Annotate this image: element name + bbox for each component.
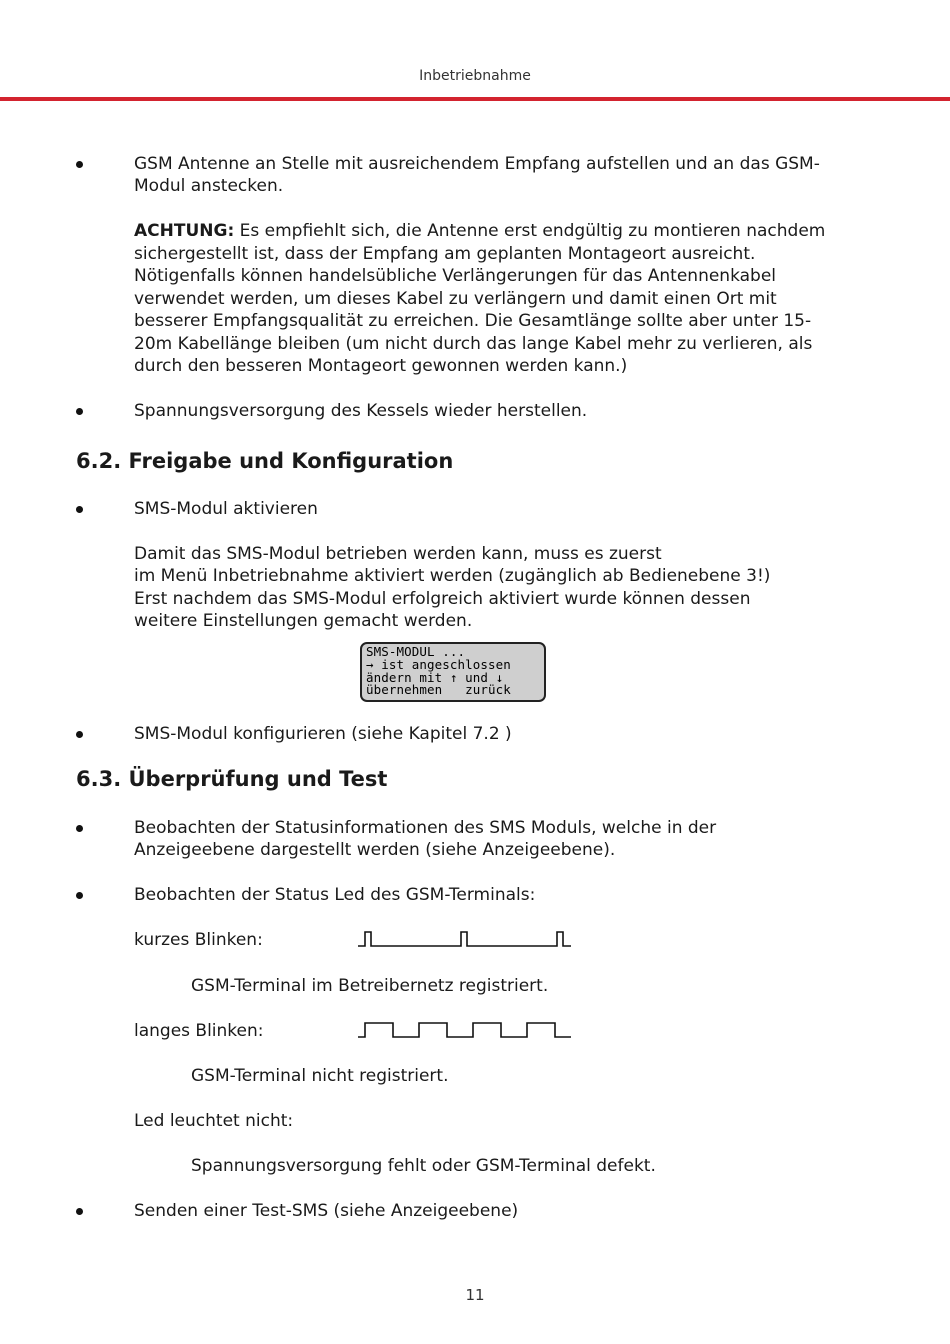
lcd-line: ändern mit ↑ und ↓ [366,669,504,685]
bullet-dot [76,161,83,168]
blink-meaning: GSM-Terminal nicht registriert. [191,1066,449,1086]
warning-line: verwendet werden, um dieses Kabel zu verlängern und damit einen Ort mit [134,289,777,309]
paragraph-line: weitere Einstellungen gemacht werden. [134,611,473,631]
lcd-display [360,642,546,702]
warning-line: Nötigenfalls können handelsübliche Verlängerungen für das Antennenkabel [134,266,777,286]
blink-label: langes Blinken: [134,1021,264,1041]
blink-meaning: Spannungsversorgung fehlt oder GSM-Terminal defekt. [191,1156,656,1176]
bullet-dot [76,506,83,513]
warning-line: besserer Empfangsqualität zu erreichen. Die Gesamtlänge sollte aber unter 15- [134,311,812,331]
blink-label: kurzes Blinken: [134,930,263,950]
warning-line: sichergestellt ist, dass der Empfang am geplanten Montageort ausreicht. [134,244,756,264]
blink-meaning: GSM-Terminal im Betreibernetz registriert. [191,976,549,996]
paragraph-line: Spannungsversorgung des Kessels wieder herstellen. [134,401,588,421]
paragraph-line: Beobachten der Statusinformationen des SMS Moduls, welche in der [134,818,717,838]
section-heading: 6.2. Freigabe und Konfiguration [76,449,454,473]
paragraph-line: Modul anstecken. [134,176,284,196]
paragraph-line: Beobachten der Status Led des GSM-Terminals: [134,885,536,905]
bullet-dot [76,825,83,832]
warning-line: durch den besseren Montageort gewonnen werden kann.) [134,356,628,376]
bullet-dot [76,408,83,415]
paragraph-line: GSM Antenne an Stelle mit ausreichendem Empfang aufstellen und an das GSM- [134,154,820,174]
short-blink-waveform [356,928,574,950]
header-rule [0,97,950,101]
bullet-dot [76,1208,83,1215]
bullet-dot [76,731,83,738]
paragraph-line: SMS-Modul konfigurieren (siehe Kapitel 7.2 ) [134,724,512,744]
blink-label: Led leuchtet nicht: [134,1111,294,1131]
lcd-line: übernehmen zurück [366,682,511,698]
lcd-line: SMS-MODUL ... [366,644,466,659]
paragraph-line: SMS-Modul aktivieren [134,499,318,519]
warning-text: Es empfiehlt sich, die Antenne erst endgültig zu montieren nachdem [234,221,826,241]
warning-paragraph [134,220,825,243]
long-blink-waveform [356,1019,574,1041]
paragraph-line: Anzeigeebene dargestellt werden (siehe Anzeigeebene). [134,840,616,860]
running-header: Inbetriebnahme [419,68,531,84]
warning-line: 20m Kabellänge bleiben (um nicht durch das lange Kabel mehr zu verlieren, als [134,334,813,354]
bullet-dot [76,892,83,899]
paragraph-line: Erst nachdem das SMS-Modul erfolgreich aktiviert wurde können dessen [134,589,751,609]
paragraph-line: im Menü Inbetriebnahme aktiviert werden (zugänglich ab Bedienebene 3!) [134,566,771,586]
paragraph-line: Damit das SMS-Modul betrieben werden kann, muss es zuerst [134,544,662,564]
section-heading: 6.3. Überprüfung und Test [76,767,388,791]
paragraph-line: Senden einer Test-SMS (siehe Anzeigeebene) [134,1201,519,1221]
page-number: 11 [465,1286,485,1304]
lcd-line: → ist angeschlossen [366,656,511,672]
warning-label: ACHTUNG: [134,221,235,241]
